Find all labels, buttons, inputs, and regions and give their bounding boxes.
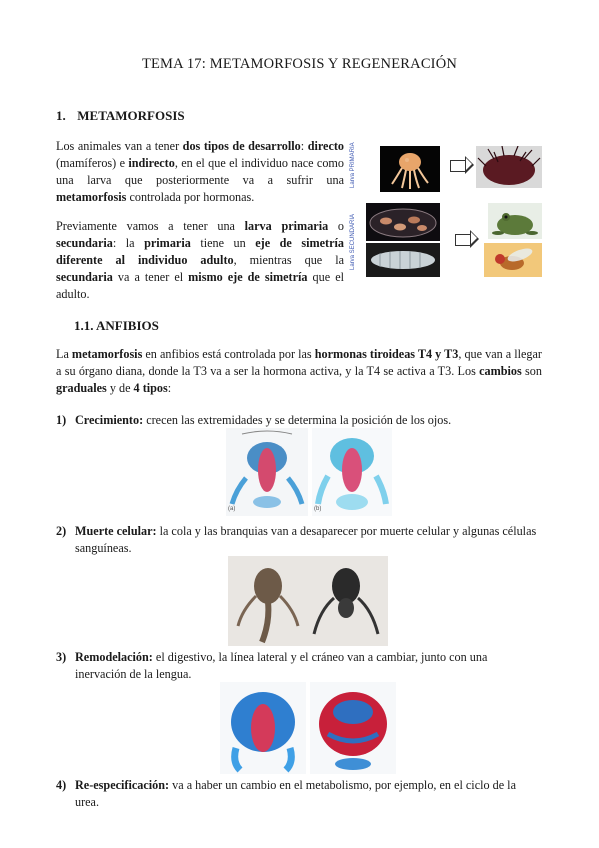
figure-caption-b: (b) [314, 506, 322, 512]
bold-text: graduales [56, 381, 107, 395]
label-larva-primaria: Larva PRIMARIA [350, 142, 356, 188]
bold-text: primaria [144, 236, 191, 250]
text-run: , que van a llegar a su órgano diana, donde la T3 va a ser la hormona activa, y la T4 se activa a T3. Los [56, 347, 542, 378]
bold-text: dos tipos de desarrollo [182, 139, 301, 153]
text-run: : [300, 139, 308, 153]
list-item-number: 4) [56, 778, 67, 792]
text-run: (mamíferos) e [56, 156, 129, 170]
page-title: TEMA 17: METAMORFOSIS Y REGENERACIÓN [141, 56, 458, 72]
section-number: 1. [56, 108, 66, 123]
image-stained-skull-b [310, 682, 396, 774]
image-tadpole-xray [228, 556, 388, 646]
list-item-remodelacion [56, 649, 542, 685]
paragraph-anfibios-intro [56, 346, 542, 397]
bold-text: eje de simetría diferente al individuo adulto [56, 236, 344, 267]
text-run: y de [106, 381, 134, 395]
image-tadpoles [366, 203, 440, 241]
text-run: va a tener el [112, 270, 189, 284]
bold-text: secundaria [56, 236, 113, 250]
subsection-heading-anfibios: 1.1. ANFIBIOS [74, 318, 159, 333]
bold-text: 4 tipos [133, 381, 168, 395]
arrow-icon [455, 234, 470, 246]
image-primary-larva [380, 146, 440, 192]
list-item-number: 2) [56, 524, 67, 538]
list-item-label: Crecimiento: [75, 413, 144, 427]
arrow-icon [450, 160, 465, 172]
paragraph-development-types [56, 138, 344, 206]
text-run: o [328, 219, 344, 233]
section-heading-metamorfosis [56, 108, 185, 124]
bold-text: indirecto [128, 156, 175, 170]
bold-text: hormonas tiroideas T4 y T3 [314, 347, 459, 361]
list-item-text: el digestivo, la línea lateral y el cráneo van a cambiar, junto con una inervación de la lengua. [75, 650, 488, 681]
bold-text: metamorfosis [71, 347, 143, 361]
text-run: son [521, 364, 542, 378]
bold-text: metamorfosis [56, 190, 127, 204]
image-frog [488, 203, 542, 239]
bold-text: mismo eje de simetría [188, 270, 308, 284]
text-run: tiene un [190, 236, 256, 250]
text-run: en anfibios está controlada por las [142, 347, 315, 361]
image-stained-skull-a [220, 682, 306, 774]
text-run: controlada por hormonas. [126, 190, 255, 204]
list-item-text: la cola y las branquias van a desaparecer por muerte celular y algunas células sanguíneas. [75, 524, 537, 555]
image-stained-tadpole-b [312, 428, 392, 516]
text-run: , mientras que la [233, 253, 345, 267]
text-run: : [167, 381, 172, 395]
text-run: : la [112, 236, 145, 250]
list-item-re-especificacion [56, 777, 542, 809]
list-item-label: Remodelación: [75, 650, 153, 664]
image-fly-larva [366, 243, 440, 277]
figure-caption-a: (a) [228, 506, 236, 512]
paragraph-larva-types [56, 218, 344, 303]
image-sea-urchin [476, 146, 542, 188]
bold-text: cambios [479, 364, 522, 378]
section-title: METAMORFOSIS [77, 108, 185, 123]
text-run: La [56, 347, 72, 361]
image-fruit-fly [484, 243, 542, 277]
bold-text: larva primaria [244, 219, 329, 233]
bold-text: directo [307, 139, 345, 153]
label-larva-secundaria: Larva SECUNDARIA [350, 213, 356, 270]
bold-text: secundaria [56, 270, 113, 284]
list-item-label: Re-especificación: [75, 778, 170, 792]
list-item-number: 1) [56, 413, 67, 427]
list-item-text: va a haber un cambio en el metabolismo, por ejemplo, en el ciclo de la urea. [75, 778, 516, 809]
list-item-label: Muerte celular: [75, 524, 157, 538]
text-run: Previamente vamos a tener una [56, 219, 245, 233]
text-run: , en el que el individuo nace como una larva que posteriormente va a sufrir una [56, 156, 344, 187]
list-item-number: 3) [56, 650, 67, 664]
text-run: Los animales van a tener [56, 139, 183, 153]
list-item-muerte-celular [56, 523, 542, 559]
list-item-text: crecen las extremidades y se determina la posición de los ojos. [143, 413, 452, 427]
text-run: que el adulto. [56, 270, 344, 301]
image-stained-tadpole-a [226, 428, 308, 516]
